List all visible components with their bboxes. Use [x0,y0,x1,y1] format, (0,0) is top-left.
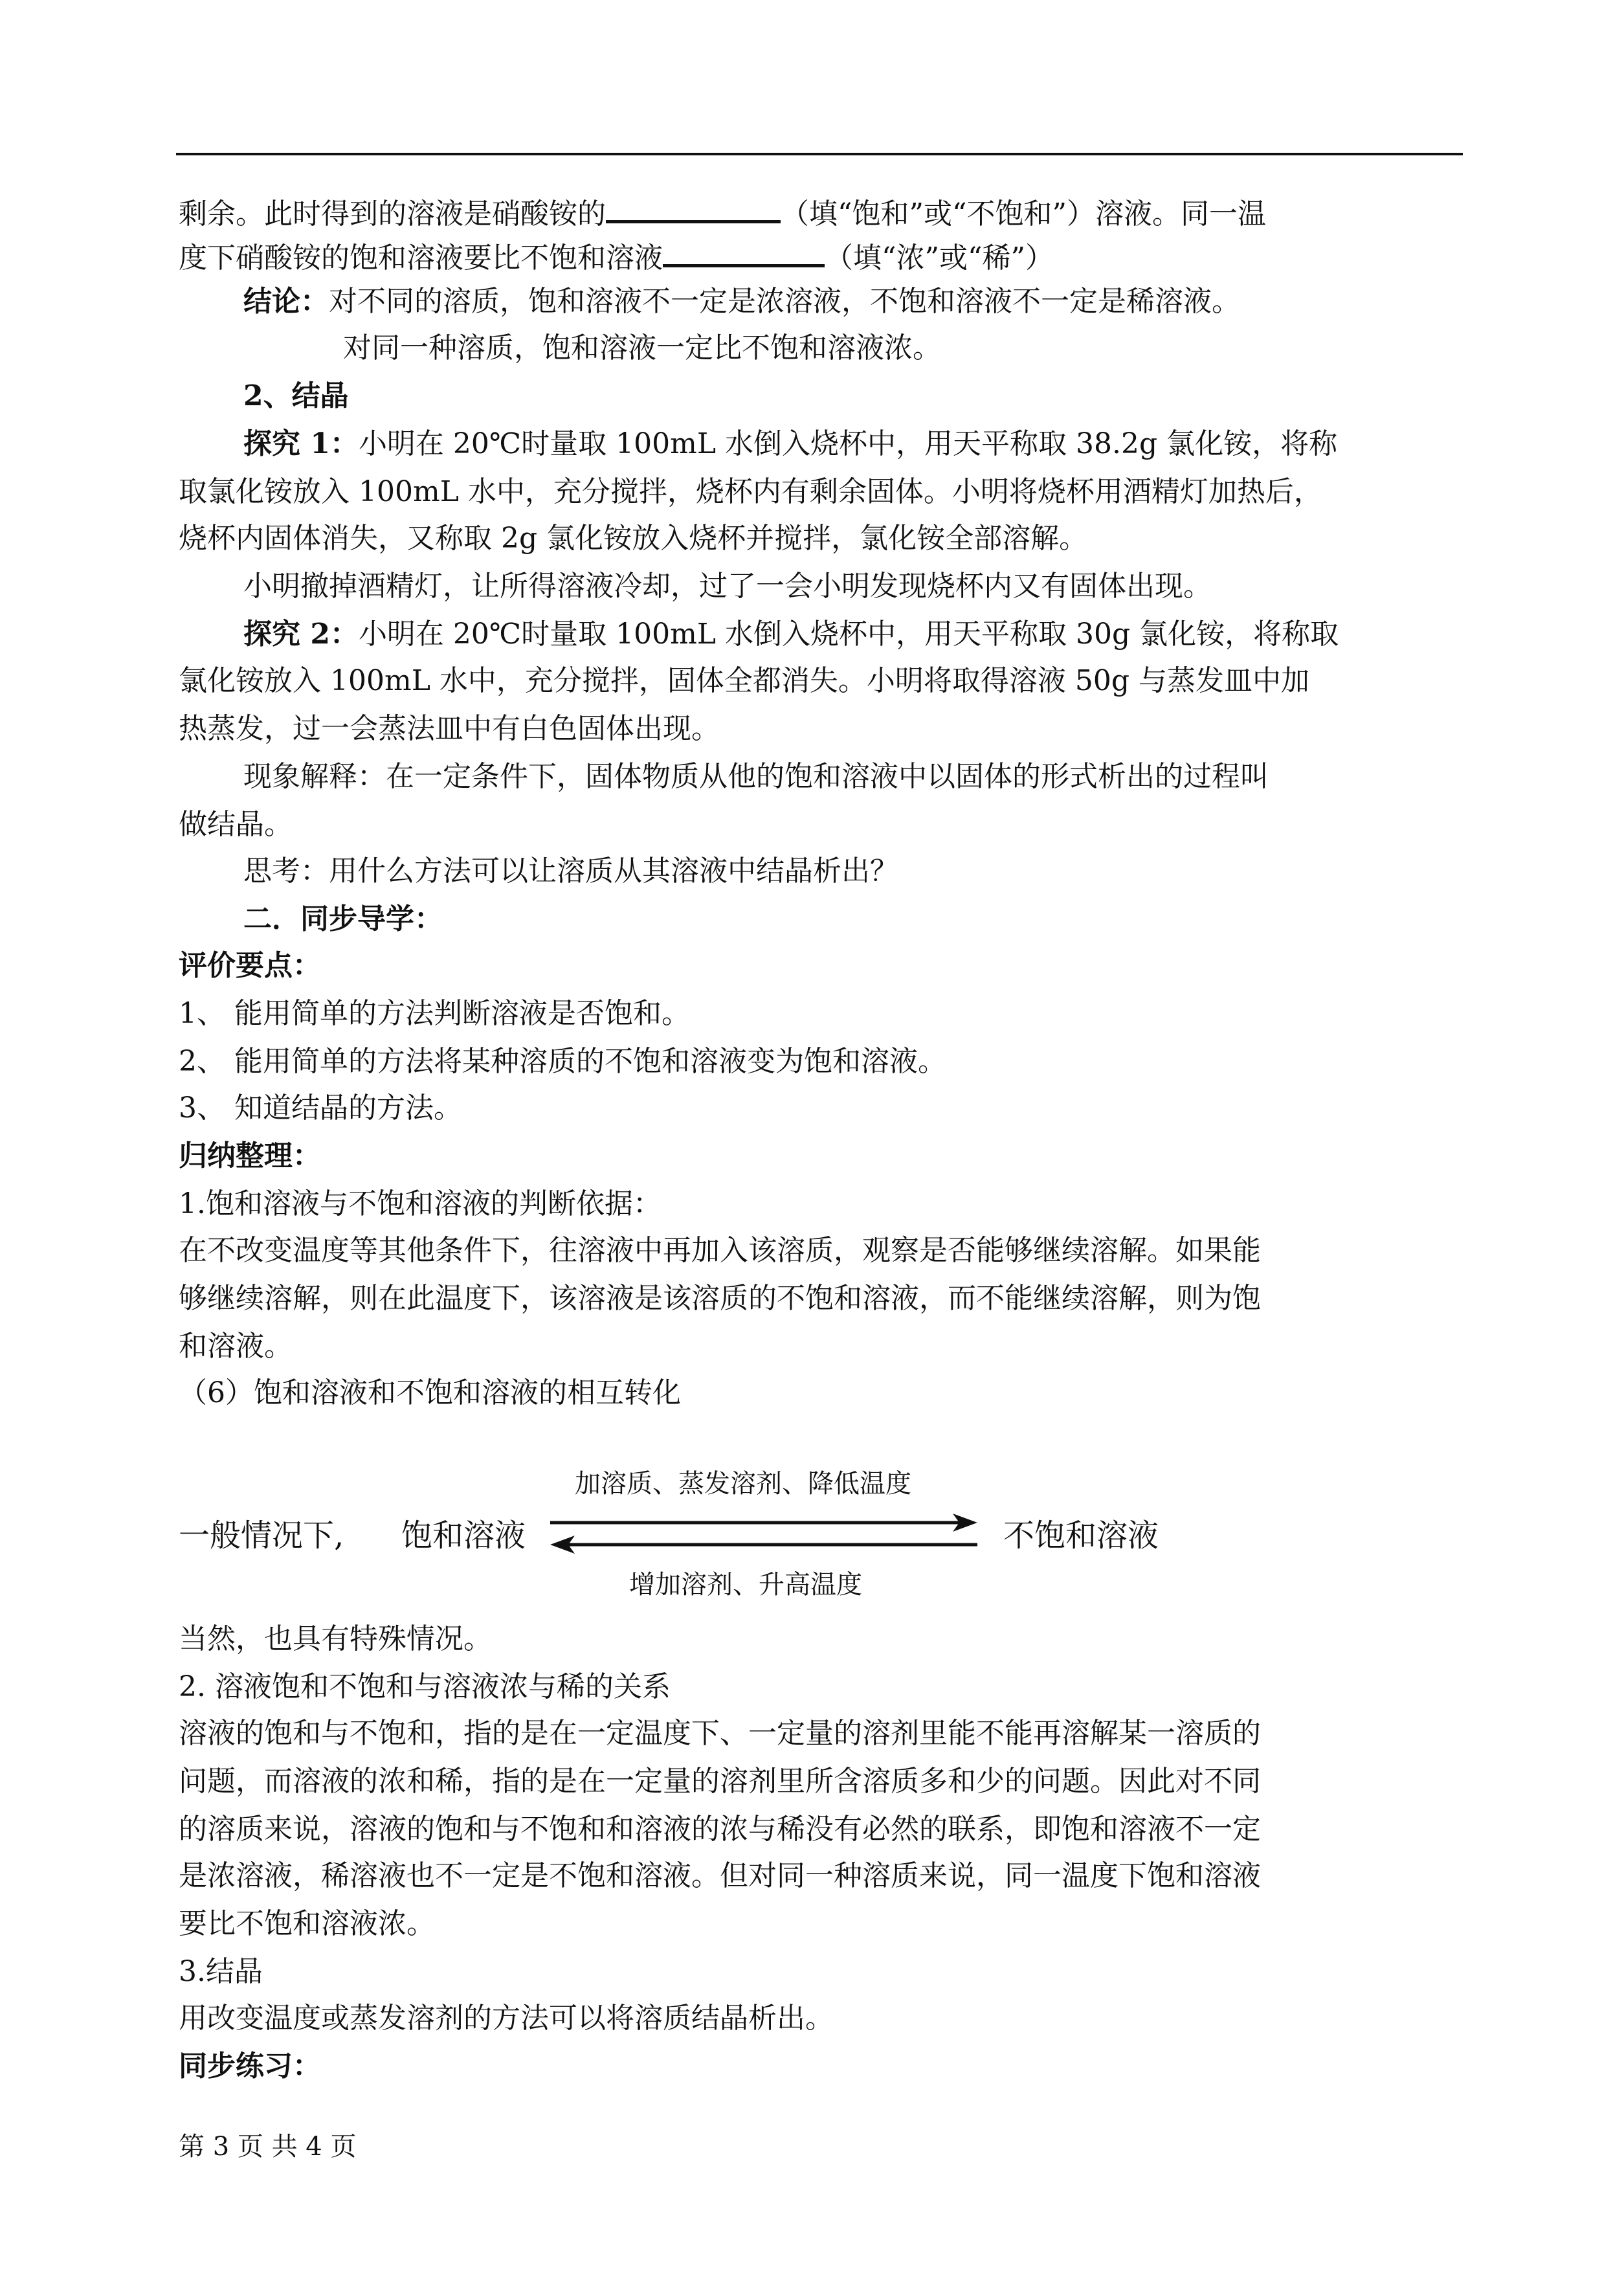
diagram-reverse-label: 增加溶剂、升高温度 [629,1570,862,1600]
list-item: 3、 知道结晶的方法。 [179,1091,462,1124]
text-line: 1.饱和溶液与不饱和溶液的判断依据： [179,1187,662,1220]
text-line: 是浓溶液，稀溶液也不一定是不饱和溶液。但对同一种溶质来说，同一温度下饱和溶液 [179,1859,1261,1892]
section-heading: 2、结晶 [243,379,349,412]
list-item: 2、 能用简单的方法将某种溶质的不饱和溶液变为饱和溶液。 [179,1045,946,1078]
diagram-unsaturated-term: 不饱和溶液 [1003,1517,1159,1554]
diagram-saturated-term: 饱和溶液 [401,1517,526,1554]
text-line: 思考：用什么方法可以让溶质从其溶液中结晶析出？ [243,855,898,888]
text-line: 要比不饱和溶液浓。 [179,1907,435,1940]
text-line [179,236,1054,274]
text-segment: 小明在 20℃时量取 100mL 水倒入烧杯中，用天平称取 38.2g 氯化铵，将称 [358,427,1338,460]
section-heading: 评价要点： [179,949,321,982]
text-line: 在不改变温度等其他条件下，往溶液中再加入该溶质，观察是否能够继续溶解。如果能 [179,1234,1261,1267]
text-line: 3.结晶 [179,1955,263,1988]
text-line: 烧杯内固体消失，又称取 2g 氯化铵放入烧杯并搅拌，氯化铵全部溶解。 [179,522,1088,555]
page-number-footer: 第 3 页 共 4 页 [179,2132,357,2162]
section-heading: 同步练习： [179,2050,321,2083]
header-rule [176,153,1463,155]
text-line: 用改变温度或蒸发溶剂的方法可以将溶质结晶析出。 [179,2002,834,2035]
section-heading: 二．同步导学： [243,902,443,935]
text-segment: 度下硝酸铵的饱和溶液要比不饱和溶液 [179,241,663,274]
conversion-arrows [544,1502,984,1567]
text-line: （6）饱和溶液和不饱和溶液的相互转化 [179,1376,681,1409]
inquiry-label: 探究 2： [243,618,359,651]
text-line: 够继续溶解，则在此温度下，该溶液是该溶质的不饱和溶液，而不能继续溶解，则为饱 [179,1282,1261,1315]
text-line: 的溶质来说，溶液的饱和与不饱和和溶液的浓与稀没有必然的联系，即饱和溶液不一定 [179,1813,1261,1846]
text-line: 2. 溶液饱和不饱和与溶液浓与稀的关系 [179,1670,671,1703]
text-line: 当然，也具有特殊情况。 [179,1622,492,1655]
text-segment: 剩余。此时得到的溶液是硝酸铵的 [179,197,606,230]
fill-blank-concentration[interactable] [663,236,825,267]
conclusion-label: 结论： [243,285,329,318]
diagram-forward-label: 加溶质、蒸发溶剂、降低温度 [575,1469,911,1499]
section-heading: 归纳整理： [179,1139,321,1172]
text-line [243,425,1337,464]
text-line [243,615,1339,654]
text-segment: （填“浓”或“稀”） [825,241,1054,274]
text-line: 取氯化铵放入 100mL 水中，充分搅拌，烧杯内有剩余固体。小明将烧杯用酒精灯加热后， [179,475,1322,508]
text-segment: （填“饱和”或“不饱和”）溶液。同一温 [781,197,1266,230]
text-line: 现象解释：在一定条件下，固体物质从他的饱和溶液中以固体的形式析出的过程叫 [243,760,1269,793]
inquiry-label: 探究 1： [243,427,359,460]
text-segment: 对不同的溶质，饱和溶液不一定是浓溶液，不饱和溶液不一定是稀溶液。 [329,285,1240,318]
text-line: 和溶液。 [179,1330,293,1363]
text-segment: 小明在 20℃时量取 100mL 水倒入烧杯中，用天平称取 30g 氯化铵，将称取 [358,618,1339,651]
fill-blank-saturation[interactable] [606,192,781,223]
text-line: 做结晶。 [179,808,293,841]
text-line: 对同一种溶质，饱和溶液一定比不饱和溶液浓。 [343,331,941,364]
conclusion-line [243,282,1240,321]
text-line: 溶液的饱和与不饱和，指的是在一定温度下、一定量的溶剂里能不能再溶解某一溶质的 [179,1717,1261,1750]
text-line [179,192,1266,230]
text-line: 热蒸发，过一会蒸法皿中有白色固体出现。 [179,712,720,745]
text-line: 问题，而溶液的浓和稀，指的是在一定量的溶剂里所含溶质多和少的问题。因此对不同 [179,1765,1261,1798]
text-line: 小明撤掉酒精灯，让所得溶液冷却，过了一会小明发现烧杯内又有固体出现。 [243,570,1212,603]
diagram-prefix: 一般情况下, [179,1517,344,1554]
list-item: 1、 能用简单的方法判断溶液是否饱和。 [179,997,690,1030]
text-line: 氯化铵放入 100mL 水中，充分搅拌，固体全都消失。小明将取得溶液 50g 与蒸发皿中加 [179,664,1310,697]
